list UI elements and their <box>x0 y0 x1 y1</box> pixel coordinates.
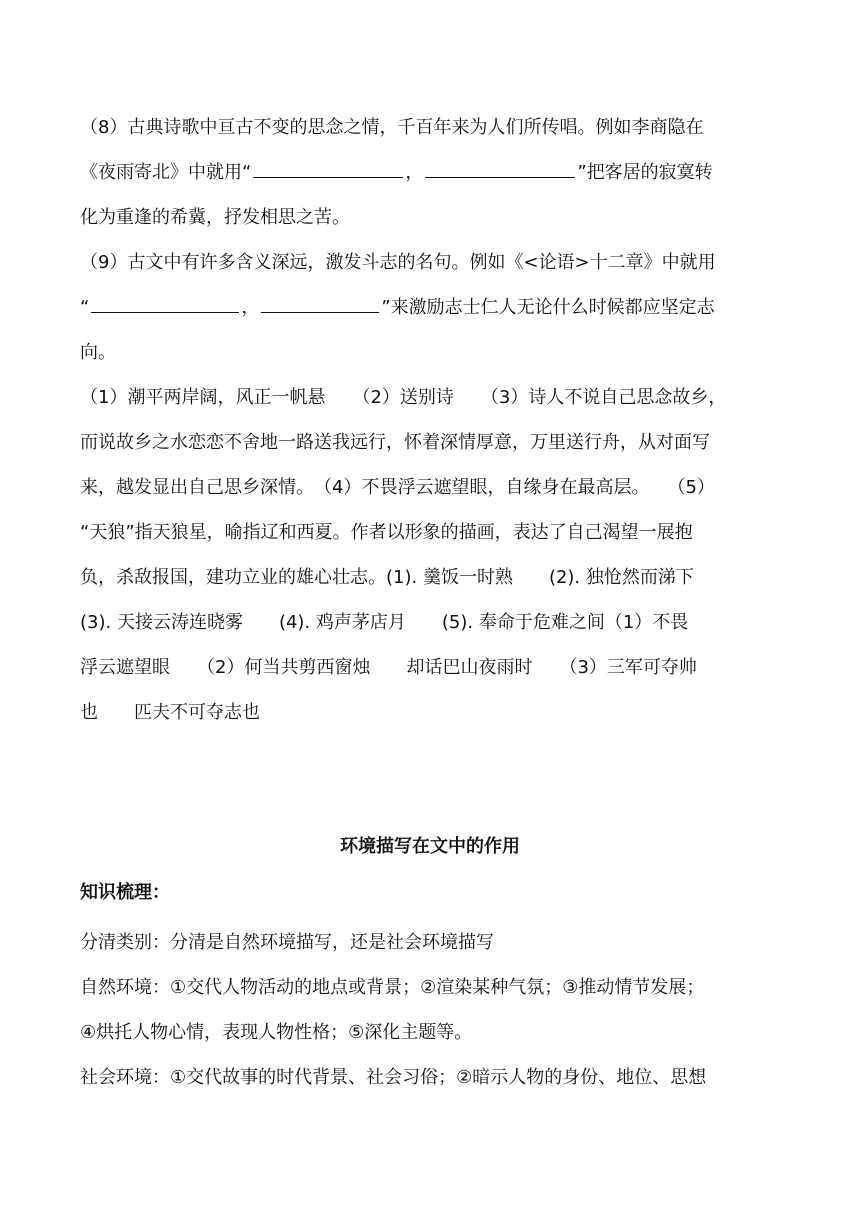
q9-line-3: 向。 <box>80 342 116 363</box>
section-paragraph: 自然环境：①交代人物活动的地点或背景；②渲染某种气氛；③推动情节发展； <box>80 977 705 998</box>
fill-blank[interactable] <box>425 176 575 178</box>
section-body <box>80 920 782 1100</box>
answer-line: 也 匹夫不可夺志也 <box>80 702 260 723</box>
q9-line-2 <box>80 285 782 330</box>
q8-line-3: 化为重逢的希冀，抒发相思之苦。 <box>80 207 350 228</box>
q8-line-2-end: ”把客居的寂寞转 <box>577 162 713 183</box>
answer-line: （1）潮平两岸阔，风正一帆悬 （2）送别诗 （3）诗人不说自己思念故乡， <box>80 387 727 408</box>
question-8 <box>80 105 782 240</box>
q8-comma: ， <box>405 162 424 183</box>
q8-line-1: （8）古典诗歌中亘古不变的思念之情，千百年来为人们所传唱。例如李商隐在 <box>80 117 704 138</box>
q9-line-2-end: ”来激励志士仁人无论什么时候都应坚定志 <box>381 297 715 318</box>
answer-line: 浮云遮望眼 （2）何当共剪西窗烛 却话巴山夜雨时 （3）三军可夺帅 <box>80 657 697 678</box>
section-title: 环境描写在文中的作用 <box>340 836 520 857</box>
question-9 <box>80 240 782 375</box>
section-paragraph: 分清类别：分清是自然环境描写，还是社会环境描写 <box>80 932 494 953</box>
q8-line-2-start: 《夜雨寄北》中就用“ <box>80 162 252 183</box>
answer-line: (3). 天接云涛连晓雾 (4). 鸡声茅店月 (5). 奉命于危难之间（1）不畏 <box>80 612 689 633</box>
q8-line-2 <box>80 150 782 195</box>
q9-line-1: （9）古文中有许多含义深远，激发斗志的名句。例如《<论语>十二章》中就用 <box>80 252 716 273</box>
answer-line: 而说故乡之水恋恋不舍地一路送我远行，怀着深情厚意，万里送行舟，从对面写 <box>80 432 710 453</box>
fill-blank[interactable] <box>253 176 403 178</box>
answer-key <box>80 375 782 735</box>
answer-line: “天狼”指天狼星，喻指辽和西夏。作者以形象的描画，表达了自己渴望一展抱 <box>80 522 693 543</box>
answer-line: 负，杀敌报国，建功立业的雄心壮志。(1). 羹饭一时熟 (2). 独怆然而涕下 <box>80 567 694 588</box>
section-paragraph: ④烘托人物心情，表现人物性格；⑤深化主题等。 <box>80 1022 473 1043</box>
fill-blank[interactable] <box>261 311 379 313</box>
answer-line: 来，越发显出自己思乡深情。 （4）不畏浮云遮望眼，自缘身在最高层。 （5） <box>80 477 715 498</box>
section-paragraph: 社会环境：①交代故事的时代背景、社会习俗；②暗示人物的身份、地位、思想 <box>80 1067 707 1088</box>
fill-blank[interactable] <box>91 311 239 313</box>
q9-comma: ， <box>241 297 260 318</box>
q9-line-2-start: “ <box>80 297 90 318</box>
section-heading: 知识梳理： <box>80 882 170 903</box>
